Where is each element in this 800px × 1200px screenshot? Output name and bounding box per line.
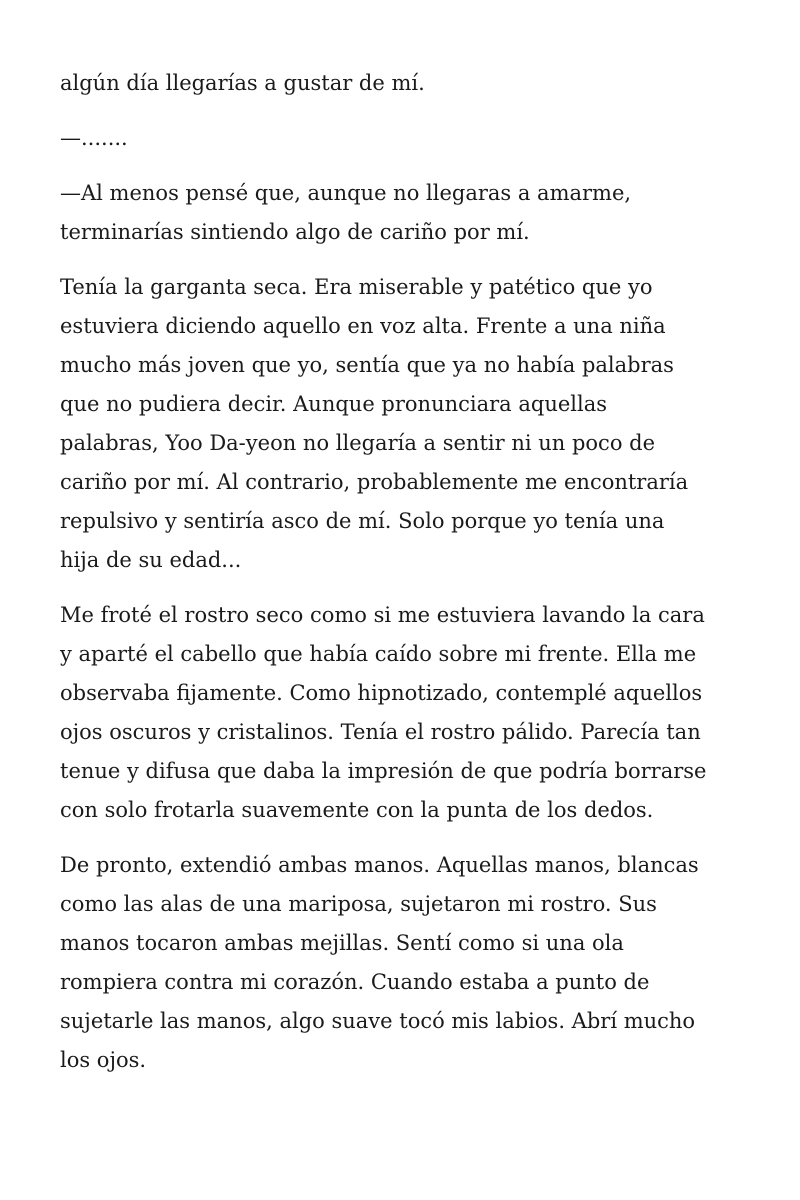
- paragraph: algún día llegarías a gustar de mí.: [60, 71, 425, 95]
- paragraph: —Al menos pensé que, aunque no llegaras a amarme, terminarías sintiendo algo de cariño por mí.: [60, 181, 632, 244]
- paragraph: De pronto, extendió ambas manos. Aquellas manos, blancas como las alas de una mariposa, sujetaron mi rostro. Sus manos tocaron ambas mejillas. Sentí como si una ola rompiera contra mi corazón. Cuando estaba a punto de sujetarle las manos, algo suave tocó mis labios. Abrí mucho los ojos.: [60, 853, 699, 1072]
- paragraph: —.......: [60, 126, 128, 150]
- paragraph: Tenía la garganta seca. Era miserable y patético que yo estuviera diciendo aquello en voz alta. Frente a una niña mucho más joven que yo, sentía que ya no había palabras que no pudiera decir. Aunque pronunciara aquellas palabras, Yoo Da-yeon no llegaría a sentir ni un poco de cariño por mí. Al contrario, probablemente me encontraría repulsivo y sentiría asco de mí. Solo porque yo tenía una hija de su edad...: [60, 275, 689, 572]
- paragraph: Me froté el rostro seco como si me estuviera lavando la cara y aparté el cabello que había caído sobre mi frente. Ella me observaba fijamente. Como hipnotizado, contemplé aquellos ojos oscuros y cristalinos. Tenía el rostro pálido. Parecía tan tenue y difusa que daba la impresión de que podría borrarse con solo frotarla suavemente con la punta de los dedos.: [60, 603, 707, 822]
- reader-page: [60, 64, 750, 1096]
